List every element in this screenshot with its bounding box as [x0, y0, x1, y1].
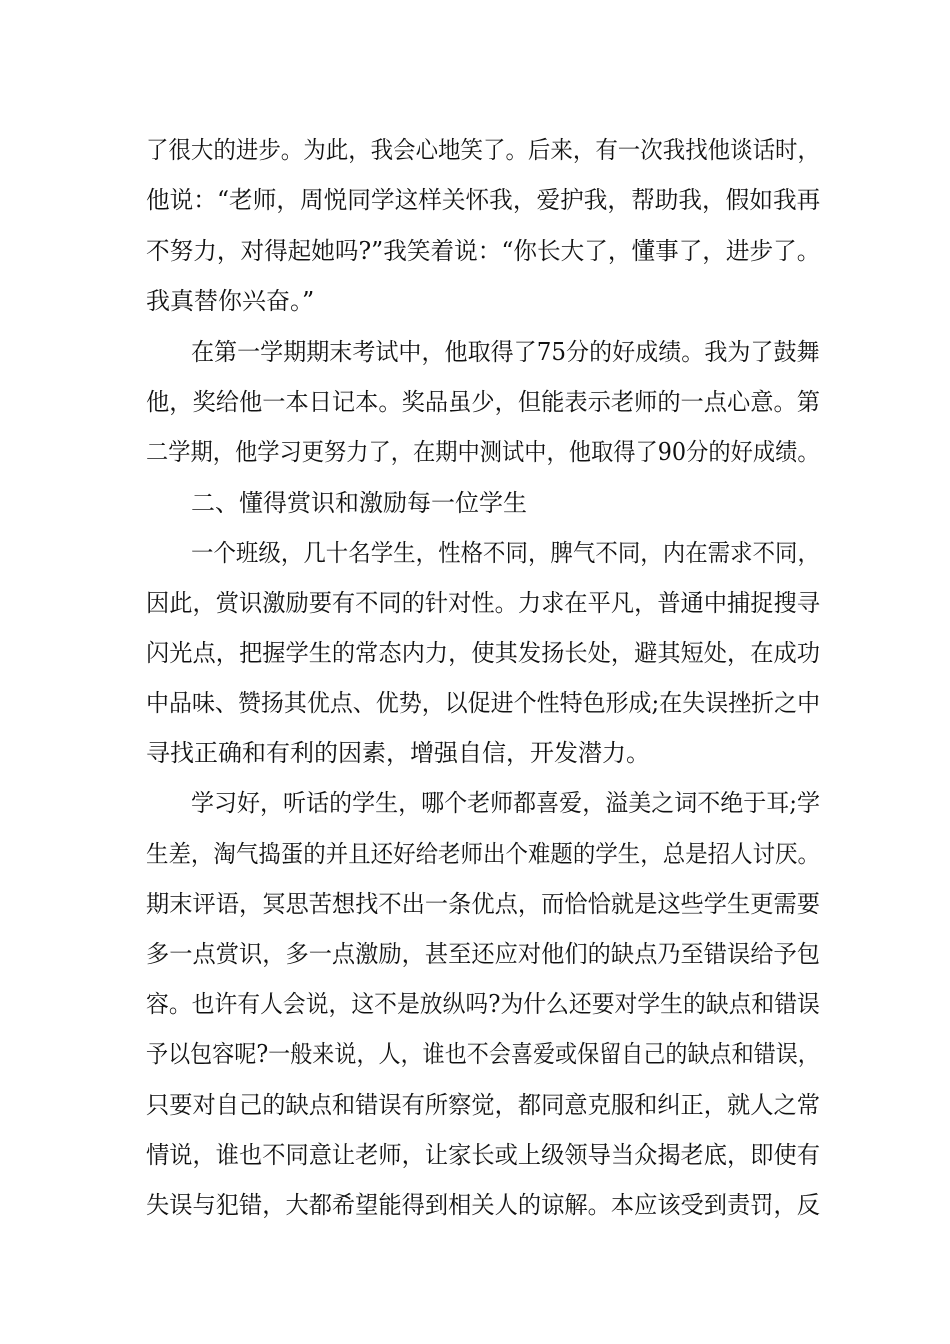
text-line: 闪光点，把握学生的常态内力，使其发扬长处，避其短处，在成功: [146, 639, 821, 667]
text-line: 因此，赏识激励要有不同的针对性。力求在平凡，普通中捕捉搜寻: [146, 589, 821, 617]
text-line: 不努力，对得起她吗?”我笑着说：“你长大了，懂事了，进步了。: [146, 237, 821, 265]
text-line: 情说，谁也不同意让老师，让家长或上级领导当众揭老底，即使有: [146, 1141, 821, 1169]
text-line: 生差，淘气捣蛋的并且还好给老师出个难题的学生，总是招人讨厌。: [146, 840, 820, 868]
text-line: 我真替你兴奋。”: [146, 287, 315, 315]
text-line: 予以包容呢?一般来说，人，谁也不会喜爱或保留自己的缺点和错误，: [146, 1040, 820, 1068]
text-line: 在第一学期期末考试中，他取得了75分的好成绩。我为了鼓舞: [191, 338, 820, 366]
text-line: 寻找正确和有利的因素，增强自信，开发潜力。: [146, 739, 650, 767]
text-line: 他说：“老师，周悦同学这样关怀我，爱护我，帮助我，假如我再: [146, 186, 821, 214]
text-line: 失误与犯错，大都希望能得到相关人的谅解。本应该受到责罚，反: [146, 1191, 821, 1219]
text-line: 只要对自己的缺点和错误有所察觉，都同意克服和纠正，就人之常: [146, 1091, 821, 1119]
section-heading: 二、懂得赏识和激励每一位学生: [191, 489, 527, 517]
text-line: 了很大的进步。为此，我会心地笑了。后来，有一次我找他谈话时，: [146, 136, 820, 164]
text-line: 多一点赏识，多一点激励，甚至还应对他们的缺点乃至错误给予包: [146, 940, 821, 968]
text-line: 中品味、赞扬其优点、优势，以促进个性特色形成;在失误挫折之中: [146, 689, 821, 717]
text-line: 期末评语，冥思苦想找不出一条优点，而恰恰就是这些学生更需要: [146, 890, 821, 918]
text-line: 他，奖给他一本日记本。奖品虽少，但能表示老师的一点心意。第: [146, 388, 821, 416]
text-line: 学习好，听话的学生，哪个老师都喜爱，溢美之词不绝于耳;学: [191, 789, 821, 817]
text-line: 容。也许有人会说，这不是放纵吗?为什么还要对学生的缺点和错误: [146, 990, 820, 1018]
text-line: 二学期，他学习更努力了，在期中测试中，他取得了90分的好成绩。: [146, 438, 820, 466]
text-line: 一个班级，几十名学生，性格不同，脾气不同，内在需求不同，: [191, 539, 820, 567]
